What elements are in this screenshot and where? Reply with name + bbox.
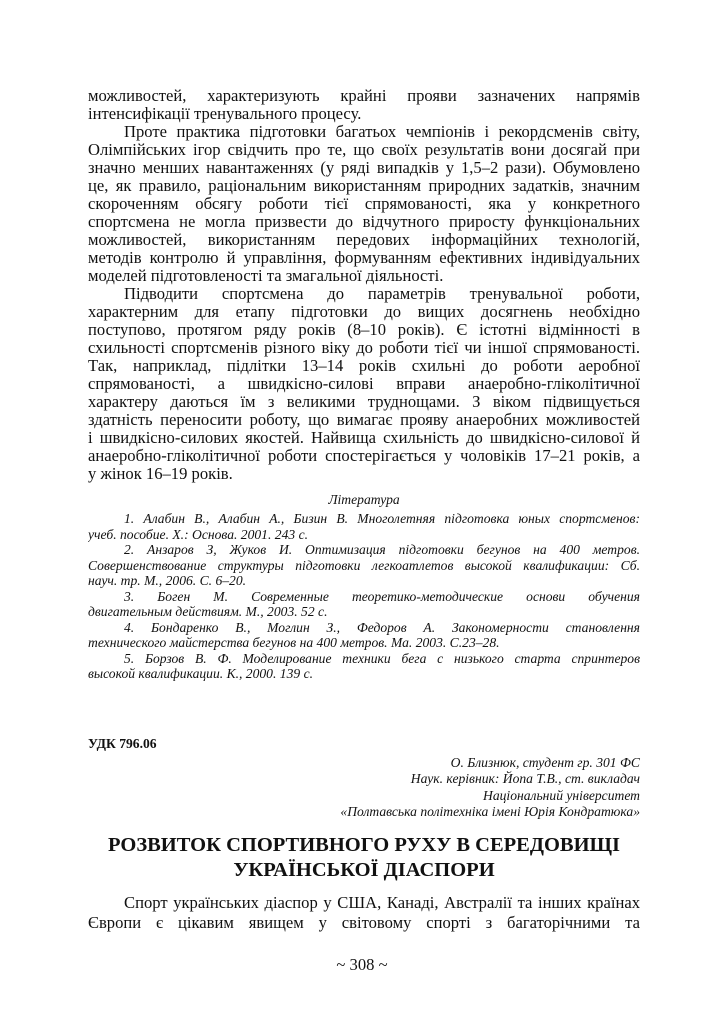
bibliography-title: Література (328, 492, 400, 507)
paragraph-line: методів контролю й управління, формуванням ефективних індивідуальних (88, 249, 640, 267)
supervisor: Наук. керівник: Йопа Т.В., ст. викладач (410, 771, 640, 787)
university-name: «Полтавська політехніка імені Юрія Кондратюка» (340, 803, 640, 819)
bibliography (88, 492, 640, 682)
bibliography-entry-line: высокой квалификации. К., 2000. 139 с. (88, 666, 313, 681)
body-text-bottom (88, 893, 640, 933)
paragraph-line: можливостей, використанням передових інформаційних технологій, (88, 231, 640, 249)
author-block (340, 755, 640, 820)
paragraph-line: можливостей, характеризують крайні прояви зазначених напрямів (88, 87, 640, 105)
bibliography-entry-line: 3. Боген М. Современные теоретико-методические основи обучения (124, 588, 640, 604)
paragraph-line: здатність переносити роботу, що вимагає прояву анаеробних можливостей (88, 411, 640, 429)
bibliography-entry-line: науч. тр. М., 2006. С. 6–20. (88, 573, 247, 588)
paragraph-line: скороченням обсягу роботи тієї спрямованості, яка у конкретного (88, 195, 640, 213)
body-text-top (88, 87, 640, 483)
article-title-line: УКРАЇНСЬКОЇ ДІАСПОРИ (233, 859, 495, 881)
paragraph-line: анаеробно-гліколітичної роботи спостерігається у чоловіків 17–21 років, а (88, 447, 640, 465)
article-title (88, 833, 640, 883)
paragraph-line: Європи є цікавим явищем у світовому спорті з багаторічними та (88, 913, 640, 932)
paragraph-line: у жінок 16–19 років. (88, 465, 233, 483)
bibliography-entry-line: 2. Анзаров З, Жуков И. Оптимизация підготовки бегунов на 400 метров. (124, 542, 640, 557)
bibliography-entry-line: двигательным действиям. М., 2003. 52 с. (88, 604, 328, 619)
paragraph-line: Олімпійських ігор свідчить про те, що своїх результатів вони досягай при (88, 141, 640, 159)
paragraph-line: характерним для етапу підготовки до вищих досягнень необхідно (88, 303, 640, 321)
bibliography-entry-line: учеб. пособие. Х.: Основа. 2001. 243 с. (88, 526, 309, 542)
university: Національний університет (483, 787, 640, 803)
paragraph-line: спортсмена не могла призвести до відчутного приросту функціональних (88, 213, 640, 231)
bibliography-entry-line: 5. Борзов В. Ф. Моделирование техники бега с низького старта спринтеров (124, 650, 640, 666)
bibliography-entry-line: 1. Алабин В., Алабин А., Бизин В. Многолетняя підготовка юных спортсменов: (124, 511, 640, 526)
paragraph-line: Підводити спортсмена до параметрів тренувальної роботи, (124, 285, 640, 303)
paragraph-line: спрямованості, а швидкісно-силові вправи анаеробно-гліколітичної (88, 375, 640, 393)
paragraph-line: значно менших навантаженнях (у ряді випадків у 1,5–2 рази). Обумовлено (88, 159, 640, 177)
bibliography-entry-line: 4. Бондаренко В., Моглин З., Федоров А. Закономерности становлення (124, 619, 640, 635)
paragraph-line: Так, наприклад, підлітки 13–14 років схильні до роботи аеробної (88, 357, 640, 375)
author-name: О. Близнюк, студент гр. 301 ФС (450, 755, 640, 770)
article-title-line: РОЗВИТОК СПОРТИВНОГО РУХУ В СЕРЕДОВИЩІ (107, 834, 621, 856)
paragraph-line: Спорт українських діаспор у США, Канаді, Австралії та інших країнах (124, 893, 640, 912)
paragraph-line: Проте практика підготовки багатьох чемпіонів і рекордсменів світу, (124, 123, 640, 141)
paragraph-line: поступово, протягом ряду років (8–10 років). Є істотні відмінності в (88, 321, 640, 339)
bibliography-entry-line: технического майстерства бегунов на 400 метров. Ма. 2003. С.23–28. (88, 635, 500, 650)
page-number: ~ 308 ~ (336, 955, 388, 974)
paragraph-line: моделей підготовленості та змагальної діяльності. (88, 267, 444, 285)
paragraph-line: характеру даються їм з великими труднощами. З віком підвищується (88, 393, 640, 411)
paragraph-line: схильності спортсменів різного віку до роботи тієї чи іншої спрямованості. (88, 339, 640, 357)
bibliography-entry-line: Совершенствование структуры підготовки легкоатлетов высокой квалификации: Сб. (88, 557, 640, 573)
udk-code: УДК 796.06 (88, 736, 157, 751)
paragraph-line: інтенсифікації тренувального процесу. (88, 105, 362, 123)
paragraph-line: і швидкісно-силових якостей. Найвища схильність до швидкісно-силової й (88, 429, 640, 447)
paragraph-line: це, як правило, раціональним використанням природних задатків, значним (88, 177, 640, 195)
